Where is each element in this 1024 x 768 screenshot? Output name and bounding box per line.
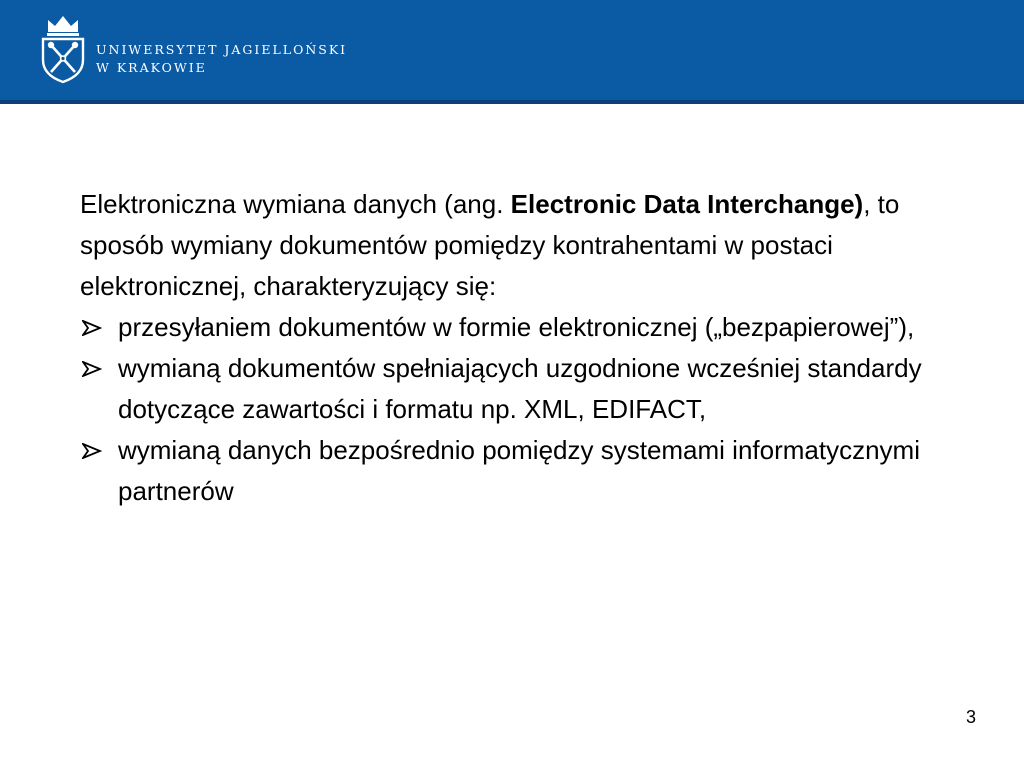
logo-line-2: W KRAKOWIE [96,60,207,75]
page-number: 3 [965,707,976,727]
bullet-item [80,430,940,512]
university-crest-icon [40,14,86,84]
bullet-text: wymianą danych bezpośrednio pomiędzy systemami informatycznymi partnerów [118,435,920,506]
slide-content [80,184,940,512]
arrow-bullet-icon [80,348,106,389]
university-logo-text [96,41,347,77]
bullet-text: przesyłaniem dokumentów w formie elektronicznej („bezpapierowej”), [118,312,915,342]
bullet-list [80,307,940,512]
bullet-text: wymianą dokumentów spełniających uzgodnione wcześniej standardy dotyczące zawartości i formatu np. XML, EDIFACT, [118,353,922,424]
bullet-item [80,348,940,430]
arrow-bullet-icon [80,430,106,471]
intro-text-1: Elektroniczna wymiana danych (ang. [80,189,511,219]
intro-text-2: , to sposób wymiany dokumentów pomiędzy kontrahentami w postaci elektronicznej, charakteryzujący się: [80,189,900,301]
logo-line-1: UNIWERSYTET JAGIELLOŃSKI [96,42,348,57]
arrow-bullet-icon [80,307,106,348]
bullet-item [80,307,940,348]
intro-term-bold: Electronic Data Interchange) [510,189,864,219]
intro-paragraph [80,184,940,307]
slide-header [0,0,1024,104]
